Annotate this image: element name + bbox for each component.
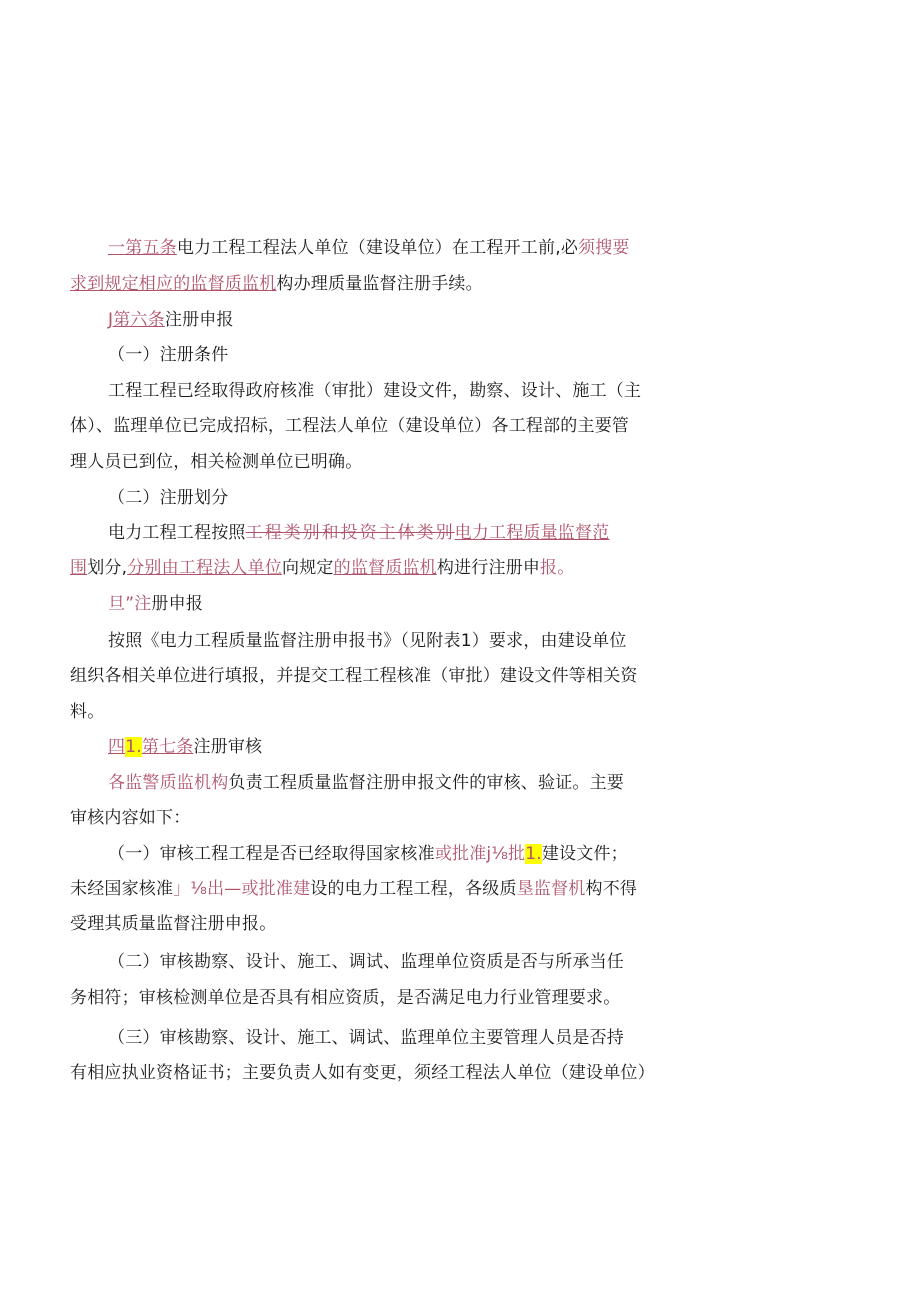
body-text: 划分,	[87, 558, 128, 578]
article-5-heading: 一第五条	[108, 238, 177, 258]
revision-text: 须搜要	[578, 238, 630, 258]
inserted-text: 围	[70, 558, 88, 578]
highlight-mark: 1.	[525, 844, 542, 864]
paragraph-line	[108, 521, 609, 545]
body-text: （二）审核勘察、设计、施工、调试、监理单位资质是否与所承当任	[108, 952, 624, 972]
paragraph-line	[70, 700, 104, 724]
paragraph-line	[70, 556, 574, 580]
body-text: 工程工程已经取得政府核准（审批）建设文件，勘察、设计、施工（主	[108, 381, 642, 401]
subsection-title: 册申报	[151, 594, 204, 614]
paragraph-line	[108, 950, 624, 974]
paragraph-line	[70, 912, 276, 936]
body-text: 建设文件；	[541, 844, 628, 864]
paragraph-line	[108, 629, 627, 653]
body-text: 受理其质量监督注册申报。	[70, 914, 277, 934]
body-text: 理人员已到位，相关检测单位已明确。	[70, 452, 363, 472]
body-text: 构办理质量监督注册手续。	[276, 274, 483, 294]
article-7-title: 注册审核	[193, 737, 263, 757]
body-text: 按照《电力工程质量监督注册申报书》（见附表1）要求，由建设单位	[108, 631, 627, 651]
inserted-text: 报。	[540, 558, 575, 578]
body-text: 组织各相关单位进行填报，并提交工程工程核准（审批）建设文件等相关资	[70, 666, 638, 686]
revision-text: 旦”	[108, 594, 135, 614]
body-text: （一）审核工程工程是否已经取得国家核准	[108, 844, 435, 864]
deleted-text: 工程类别和投资主体类别	[245, 523, 455, 543]
revision-text: 注	[134, 594, 152, 614]
highlight-mark: 1.	[125, 737, 142, 757]
body-text: 电力工程工程按照	[108, 523, 246, 543]
body-text: 设的电力工程工程，各级质	[310, 879, 517, 899]
body-text: （三）审核勘察、设计、施工、调试、监理单位主要管理人员是否持	[108, 1028, 624, 1048]
body-text: 务相符；审核检测单位是否具有相应资质，是否满足电力行业管理要求。	[70, 988, 621, 1008]
subsection-title: （二）注册划分	[108, 488, 229, 508]
paragraph-line	[70, 986, 620, 1010]
article-5-line-2	[70, 272, 483, 296]
paragraph-line	[70, 414, 629, 438]
body-text: 构不得	[585, 879, 638, 899]
paragraph-line	[108, 379, 641, 403]
inserted-text: 或批准j⅛批	[434, 844, 526, 864]
article-6-number: J第六条	[108, 310, 165, 330]
paragraph-line	[108, 771, 624, 795]
subsection-heading	[108, 592, 203, 616]
paragraph-line	[70, 806, 190, 830]
subsection-heading	[108, 486, 228, 510]
body-text: 有相应执业资格证书；主要负责人如有变更，须经工程法人单位（建设单位）	[70, 1063, 655, 1083]
paragraph-line	[70, 450, 362, 474]
paragraph-line	[70, 664, 638, 688]
paragraph-line	[108, 1026, 624, 1050]
body-text: 审核内容如下：	[70, 808, 191, 828]
subsection-heading	[108, 343, 228, 367]
article-6-heading	[108, 308, 234, 332]
body-text: 电力工程工程法人单位（建设单位）在工程开工前,必	[176, 238, 579, 258]
inserted-text: 垦监督机	[516, 879, 586, 899]
body-text: 体）、监理单位已完成招标，工程法人单位（建设单位）各工程部的主要管	[70, 416, 630, 436]
inserted-text: 分别由工程法人单位	[127, 558, 283, 578]
subsection-title: （一）注册条件	[108, 345, 229, 365]
body-text: 料。	[70, 702, 105, 722]
article-7-number: 第七条	[141, 737, 194, 757]
paragraph-line	[70, 877, 637, 901]
inserted-text: 各监警质监机构	[108, 773, 229, 793]
revision-text: 求到规定相应的监督质监机	[70, 274, 277, 294]
inserted-text: 」⅛出—或批准建	[173, 879, 311, 899]
article-7-heading	[108, 735, 262, 759]
paragraph-line	[70, 1061, 655, 1085]
body-text: 构进行注册申	[436, 558, 541, 578]
body-text: 未经国家核准	[70, 879, 174, 899]
paragraph-line	[108, 842, 628, 866]
article-6-title: 注册申报	[164, 310, 234, 330]
body-text: 向规定	[282, 558, 334, 578]
article-5-line-1	[108, 236, 630, 260]
inserted-text: 的监督质监机	[333, 558, 437, 578]
inserted-text: 电力工程质量监督范	[454, 523, 610, 543]
body-text: 负责工程质量监督注册申报文件的审核、验证。主要	[228, 773, 625, 793]
revision-text: 四	[108, 737, 126, 757]
